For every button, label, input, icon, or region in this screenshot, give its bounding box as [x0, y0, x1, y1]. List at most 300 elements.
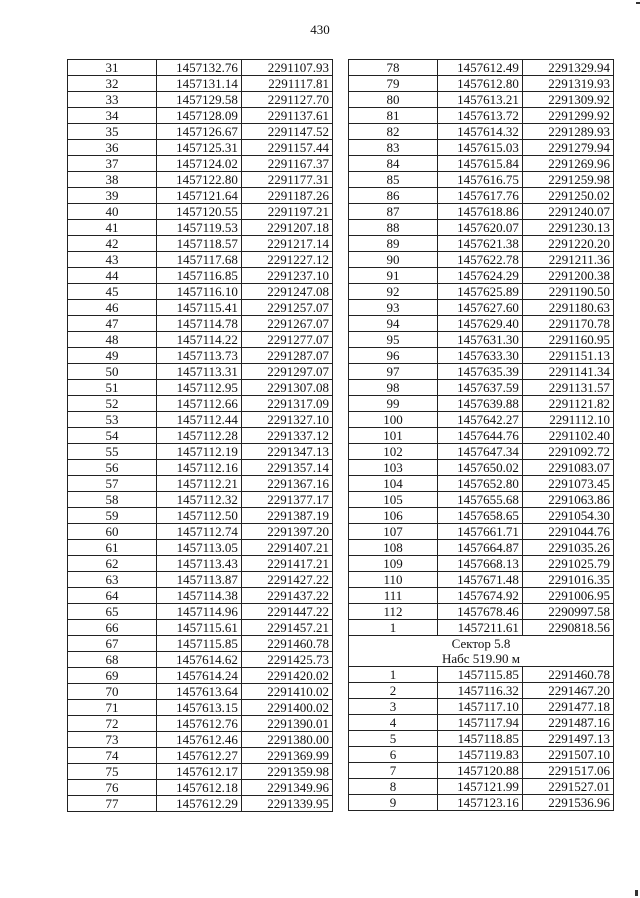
- table-row: [349, 604, 614, 620]
- table-row: [68, 572, 333, 588]
- scan-edge-mark-bottom: [635, 890, 638, 896]
- coordinate-x: 1457614.32: [438, 124, 523, 140]
- table-row: [68, 332, 333, 348]
- table-row: [349, 428, 614, 444]
- point-number: 108: [349, 540, 438, 556]
- table-row: [68, 508, 333, 524]
- coordinate-x: 1457113.87: [157, 572, 242, 588]
- coordinate-y: 2291397.20: [241, 524, 332, 540]
- table-row: [349, 492, 614, 508]
- coordinate-x: 1457119.83: [438, 747, 523, 763]
- coordinate-y: 2291207.18: [241, 220, 332, 236]
- coordinate-x: 1457631.30: [438, 332, 523, 348]
- table-row: [349, 236, 614, 252]
- table-row: [68, 620, 333, 636]
- point-number: 89: [349, 236, 438, 252]
- sector-subtitle: Набс 519.90 м: [441, 651, 521, 666]
- table-row: [349, 268, 614, 284]
- table-row: [349, 252, 614, 268]
- table-row: [349, 444, 614, 460]
- coordinate-y: 2291359.98: [241, 764, 332, 780]
- coordinate-x: 1457114.38: [157, 588, 242, 604]
- coordinate-x: 1457112.28: [157, 428, 242, 444]
- table-row: [349, 220, 614, 236]
- point-number: 56: [68, 460, 157, 476]
- coordinate-x: 1457614.24: [157, 668, 242, 684]
- coordinate-y: 2291369.99: [241, 748, 332, 764]
- table-row: [68, 348, 333, 364]
- coordinate-x: 1457115.41: [157, 300, 242, 316]
- coordinate-x: 1457668.13: [438, 556, 523, 572]
- table-row: [349, 300, 614, 316]
- coordinate-y: 2291102.40: [522, 428, 613, 444]
- point-number: 99: [349, 396, 438, 412]
- coordinate-y: 2291190.50: [522, 284, 613, 300]
- table-row: [68, 76, 333, 92]
- coordinate-x: 1457615.84: [438, 156, 523, 172]
- table-row: [68, 316, 333, 332]
- table-row: [349, 763, 614, 779]
- coordinate-y: 2291044.76: [522, 524, 613, 540]
- table-row: [349, 747, 614, 763]
- point-number: 45: [68, 284, 157, 300]
- coordinate-y: 2291107.93: [241, 60, 332, 76]
- coordinate-y: 2291517.06: [522, 763, 613, 779]
- coordinate-x: 1457655.68: [438, 492, 523, 508]
- table-row: [68, 732, 333, 748]
- coordinates-table-left: [67, 59, 333, 812]
- table-row: [68, 268, 333, 284]
- coordinate-y: 2291507.10: [522, 747, 613, 763]
- coordinate-x: 1457123.16: [438, 795, 523, 811]
- coordinate-x: 1457674.92: [438, 588, 523, 604]
- table-row: [349, 731, 614, 747]
- coordinate-y: 2291319.93: [522, 76, 613, 92]
- table-row: [349, 396, 614, 412]
- point-number: 83: [349, 140, 438, 156]
- coordinate-y: 2291339.95: [241, 796, 332, 812]
- coordinate-x: 1457664.87: [438, 540, 523, 556]
- coordinate-y: 2291279.94: [522, 140, 613, 156]
- coordinate-y: 2291420.02: [241, 668, 332, 684]
- coordinate-y: 2291217.14: [241, 236, 332, 252]
- coordinate-y: 2291299.92: [522, 108, 613, 124]
- table-row: [68, 700, 333, 716]
- table-row: [68, 364, 333, 380]
- coordinate-y: 2291259.98: [522, 172, 613, 188]
- coordinate-y: 2291357.14: [241, 460, 332, 476]
- coordinate-x: 1457612.18: [157, 780, 242, 796]
- coordinate-y: 2291437.22: [241, 588, 332, 604]
- point-number: 106: [349, 508, 438, 524]
- table-row: [349, 332, 614, 348]
- coordinate-y: 2291447.22: [241, 604, 332, 620]
- point-number: 81: [349, 108, 438, 124]
- coordinate-x: 1457114.78: [157, 316, 242, 332]
- point-number: 1: [349, 667, 438, 683]
- coordinate-y: 2291380.00: [241, 732, 332, 748]
- coordinate-x: 1457612.76: [157, 716, 242, 732]
- coordinate-y: 2291536.96: [522, 795, 613, 811]
- table-row: [349, 524, 614, 540]
- coordinate-y: 2291267.07: [241, 316, 332, 332]
- point-number: 7: [349, 763, 438, 779]
- table-row: [68, 684, 333, 700]
- point-number: 94: [349, 316, 438, 332]
- table-row: [68, 92, 333, 108]
- coordinate-y: 2290818.56: [522, 620, 613, 636]
- table-row: [68, 524, 333, 540]
- point-number: 31: [68, 60, 157, 76]
- coordinate-x: 1457612.49: [438, 60, 523, 76]
- table-row: [68, 204, 333, 220]
- coordinate-y: 2291167.37: [241, 156, 332, 172]
- point-number: 78: [349, 60, 438, 76]
- coordinate-y: 2291477.18: [522, 699, 613, 715]
- coordinate-x: 1457629.40: [438, 316, 523, 332]
- coordinate-x: 1457114.96: [157, 604, 242, 620]
- coordinate-y: 2291250.02: [522, 188, 613, 204]
- point-number: 68: [68, 652, 157, 668]
- table-row: [349, 124, 614, 140]
- coordinate-x: 1457678.46: [438, 604, 523, 620]
- sector-header-cell: [349, 636, 614, 667]
- point-number: 73: [68, 732, 157, 748]
- coordinate-x: 1457128.09: [157, 108, 242, 124]
- point-number: 88: [349, 220, 438, 236]
- coordinate-x: 1457616.75: [438, 172, 523, 188]
- sector-title: Сектор 5.8: [451, 636, 511, 651]
- coordinate-x: 1457112.32: [157, 492, 242, 508]
- coordinate-x: 1457652.80: [438, 476, 523, 492]
- coordinate-y: 2291467.20: [522, 683, 613, 699]
- point-number: 63: [68, 572, 157, 588]
- point-number: 55: [68, 444, 157, 460]
- coordinate-x: 1457126.67: [157, 124, 242, 140]
- point-number: 48: [68, 332, 157, 348]
- coordinate-y: 2291211.36: [522, 252, 613, 268]
- coordinate-y: 2291269.96: [522, 156, 613, 172]
- coordinate-y: 2291329.94: [522, 60, 613, 76]
- coordinate-y: 2291287.07: [241, 348, 332, 364]
- table-row: [349, 188, 614, 204]
- coordinate-y: 2291410.02: [241, 684, 332, 700]
- coordinate-y: 2291237.10: [241, 268, 332, 284]
- coordinate-y: 2291307.08: [241, 380, 332, 396]
- coordinate-y: 2291157.44: [241, 140, 332, 156]
- coordinate-x: 1457112.21: [157, 476, 242, 492]
- table-row: [349, 572, 614, 588]
- coordinate-x: 1457121.64: [157, 188, 242, 204]
- point-number: 64: [68, 588, 157, 604]
- point-number: 79: [349, 76, 438, 92]
- coordinate-y: 2291187.26: [241, 188, 332, 204]
- point-number: 109: [349, 556, 438, 572]
- scan-edge-mark-top: [636, 2, 640, 4]
- coordinate-x: 1457116.32: [438, 683, 523, 699]
- coordinate-y: 2291127.70: [241, 92, 332, 108]
- page-number: 430: [310, 22, 330, 37]
- coordinate-x: 1457211.61: [438, 620, 523, 636]
- point-number: 86: [349, 188, 438, 204]
- coordinate-y: 2291073.45: [522, 476, 613, 492]
- table-row: [349, 76, 614, 92]
- point-number: 33: [68, 92, 157, 108]
- table-row: [68, 188, 333, 204]
- coordinate-x: 1457622.78: [438, 252, 523, 268]
- coordinate-y: 2291137.61: [241, 108, 332, 124]
- table-row: [68, 652, 333, 668]
- coordinate-x: 1457612.17: [157, 764, 242, 780]
- table-row: [68, 236, 333, 252]
- point-number: 1: [349, 620, 438, 636]
- coordinate-x: 1457615.03: [438, 140, 523, 156]
- table-row: [349, 460, 614, 476]
- point-number: 34: [68, 108, 157, 124]
- coordinate-y: 2291460.78: [241, 636, 332, 652]
- table-row: [68, 476, 333, 492]
- coordinate-x: 1457112.44: [157, 412, 242, 428]
- coordinate-y: 2291277.07: [241, 332, 332, 348]
- point-number: 105: [349, 492, 438, 508]
- point-number: 39: [68, 188, 157, 204]
- point-number: 65: [68, 604, 157, 620]
- table-row: [349, 108, 614, 124]
- point-number: 50: [68, 364, 157, 380]
- coordinate-x: 1457132.76: [157, 60, 242, 76]
- coordinate-x: 1457613.15: [157, 700, 242, 716]
- point-number: 92: [349, 284, 438, 300]
- point-number: 5: [349, 731, 438, 747]
- point-number: 76: [68, 780, 157, 796]
- coordinate-y: 2291092.72: [522, 444, 613, 460]
- point-number: 110: [349, 572, 438, 588]
- table-row: [349, 348, 614, 364]
- point-number: 69: [68, 668, 157, 684]
- point-number: 8: [349, 779, 438, 795]
- coordinate-x: 1457112.74: [157, 524, 242, 540]
- coordinate-x: 1457633.30: [438, 348, 523, 364]
- point-number: 47: [68, 316, 157, 332]
- coordinate-x: 1457112.50: [157, 508, 242, 524]
- coordinate-y: 2291457.21: [241, 620, 332, 636]
- table-row: [349, 699, 614, 715]
- point-number: 9: [349, 795, 438, 811]
- table-row: [349, 683, 614, 699]
- table-row: [349, 795, 614, 811]
- table-row: [349, 316, 614, 332]
- coordinate-y: 2291527.01: [522, 779, 613, 795]
- coordinate-y: 2291151.13: [522, 348, 613, 364]
- coordinate-y: 2291035.26: [522, 540, 613, 556]
- coordinate-x: 1457115.61: [157, 620, 242, 636]
- coordinate-x: 1457614.62: [157, 652, 242, 668]
- table-row: [349, 556, 614, 572]
- coordinate-x: 1457658.65: [438, 508, 523, 524]
- point-number: 104: [349, 476, 438, 492]
- point-number: 111: [349, 588, 438, 604]
- point-number: 91: [349, 268, 438, 284]
- point-number: 80: [349, 92, 438, 108]
- table-row: [68, 300, 333, 316]
- table-row: [68, 140, 333, 156]
- table-row: [68, 124, 333, 140]
- table-row: [68, 460, 333, 476]
- table-row: [68, 284, 333, 300]
- coordinate-x: 1457116.10: [157, 284, 242, 300]
- table-row: [68, 108, 333, 124]
- coordinate-x: 1457627.60: [438, 300, 523, 316]
- table-row: [68, 220, 333, 236]
- coordinate-y: 2291006.95: [522, 588, 613, 604]
- point-number: 82: [349, 124, 438, 140]
- coordinates-table-left-body: [68, 60, 333, 812]
- coordinate-x: 1457620.07: [438, 220, 523, 236]
- coordinate-y: 2291390.01: [241, 716, 332, 732]
- table-row: [68, 60, 333, 76]
- coordinate-x: 1457118.85: [438, 731, 523, 747]
- coordinate-y: 2291160.95: [522, 332, 613, 348]
- point-number: 93: [349, 300, 438, 316]
- coordinate-y: 2291117.81: [241, 76, 332, 92]
- coordinate-y: 2291309.92: [522, 92, 613, 108]
- coordinate-y: 2291112.10: [522, 412, 613, 428]
- point-number: 61: [68, 540, 157, 556]
- coordinate-x: 1457647.34: [438, 444, 523, 460]
- coordinate-x: 1457125.31: [157, 140, 242, 156]
- coordinate-x: 1457113.31: [157, 364, 242, 380]
- table-row: [349, 364, 614, 380]
- point-number: 112: [349, 604, 438, 620]
- point-number: 40: [68, 204, 157, 220]
- sector-coordinates-body: [349, 667, 614, 811]
- coordinate-x: 1457650.02: [438, 460, 523, 476]
- coordinate-x: 1457671.48: [438, 572, 523, 588]
- coordinate-x: 1457642.27: [438, 412, 523, 428]
- table-row: [68, 796, 333, 812]
- point-number: 49: [68, 348, 157, 364]
- coordinate-y: 2291367.16: [241, 476, 332, 492]
- coordinate-x: 1457131.14: [157, 76, 242, 92]
- coordinate-x: 1457122.80: [157, 172, 242, 188]
- table-row: [349, 156, 614, 172]
- coordinate-x: 1457121.99: [438, 779, 523, 795]
- coordinate-x: 1457618.86: [438, 204, 523, 220]
- coordinate-x: 1457117.94: [438, 715, 523, 731]
- table-row: [349, 172, 614, 188]
- coordinate-y: 2291240.07: [522, 204, 613, 220]
- coordinate-x: 1457112.66: [157, 396, 242, 412]
- coordinate-y: 2291337.12: [241, 428, 332, 444]
- coordinate-y: 2291297.07: [241, 364, 332, 380]
- coordinate-y: 2291197.21: [241, 204, 332, 220]
- point-number: 42: [68, 236, 157, 252]
- table-row: [349, 412, 614, 428]
- point-number: 6: [349, 747, 438, 763]
- coordinate-x: 1457117.10: [438, 699, 523, 715]
- coordinate-x: 1457120.55: [157, 204, 242, 220]
- point-number: 97: [349, 364, 438, 380]
- coordinate-y: 2291349.96: [241, 780, 332, 796]
- coordinate-x: 1457625.89: [438, 284, 523, 300]
- point-number: 58: [68, 492, 157, 508]
- point-number: 101: [349, 428, 438, 444]
- point-number: 51: [68, 380, 157, 396]
- coordinate-x: 1457635.39: [438, 364, 523, 380]
- table-row: [68, 172, 333, 188]
- point-number: 57: [68, 476, 157, 492]
- table-row: [68, 668, 333, 684]
- table-row: [349, 60, 614, 76]
- point-number: 100: [349, 412, 438, 428]
- coordinate-x: 1457612.46: [157, 732, 242, 748]
- coordinate-y: 2291131.57: [522, 380, 613, 396]
- table-row: [349, 380, 614, 396]
- table-row: [68, 556, 333, 572]
- coordinate-y: 2291347.13: [241, 444, 332, 460]
- point-number: 87: [349, 204, 438, 220]
- coordinate-y: 2291425.73: [241, 652, 332, 668]
- point-number: 77: [68, 796, 157, 812]
- table-row: [349, 588, 614, 604]
- point-number: 32: [68, 76, 157, 92]
- table-row: [68, 412, 333, 428]
- point-number: 96: [349, 348, 438, 364]
- point-number: 107: [349, 524, 438, 540]
- table-row: [349, 92, 614, 108]
- table-row: [68, 748, 333, 764]
- coordinate-y: 2291220.20: [522, 236, 613, 252]
- point-number: 103: [349, 460, 438, 476]
- coordinate-y: 2291016.35: [522, 572, 613, 588]
- coordinate-x: 1457120.88: [438, 763, 523, 779]
- coordinates-table-right-body: [349, 60, 614, 636]
- table-row: [68, 540, 333, 556]
- table-row: [68, 588, 333, 604]
- point-number: 52: [68, 396, 157, 412]
- coordinate-x: 1457124.02: [157, 156, 242, 172]
- coordinate-x: 1457644.76: [438, 428, 523, 444]
- point-number: 62: [68, 556, 157, 572]
- table-row: [68, 780, 333, 796]
- table-row: [68, 492, 333, 508]
- table-row: [68, 444, 333, 460]
- coordinate-y: 2291227.12: [241, 252, 332, 268]
- point-number: 74: [68, 748, 157, 764]
- coordinate-y: 2291497.13: [522, 731, 613, 747]
- coordinate-y: 2291177.31: [241, 172, 332, 188]
- coordinate-x: 1457115.85: [438, 667, 523, 683]
- coordinate-y: 2291417.21: [241, 556, 332, 572]
- coordinate-x: 1457118.57: [157, 236, 242, 252]
- coordinate-y: 2291327.10: [241, 412, 332, 428]
- point-number: 35: [68, 124, 157, 140]
- table-row: [68, 428, 333, 444]
- point-number: 72: [68, 716, 157, 732]
- coordinate-x: 1457624.29: [438, 268, 523, 284]
- table-row: [349, 508, 614, 524]
- point-number: 4: [349, 715, 438, 731]
- coordinate-x: 1457612.29: [157, 796, 242, 812]
- point-number: 46: [68, 300, 157, 316]
- coordinate-x: 1457637.59: [438, 380, 523, 396]
- coordinate-y: 2291200.38: [522, 268, 613, 284]
- point-number: 41: [68, 220, 157, 236]
- coordinate-y: 2291230.13: [522, 220, 613, 236]
- coordinate-y: 2291247.08: [241, 284, 332, 300]
- coordinate-y: 2291317.09: [241, 396, 332, 412]
- point-number: 54: [68, 428, 157, 444]
